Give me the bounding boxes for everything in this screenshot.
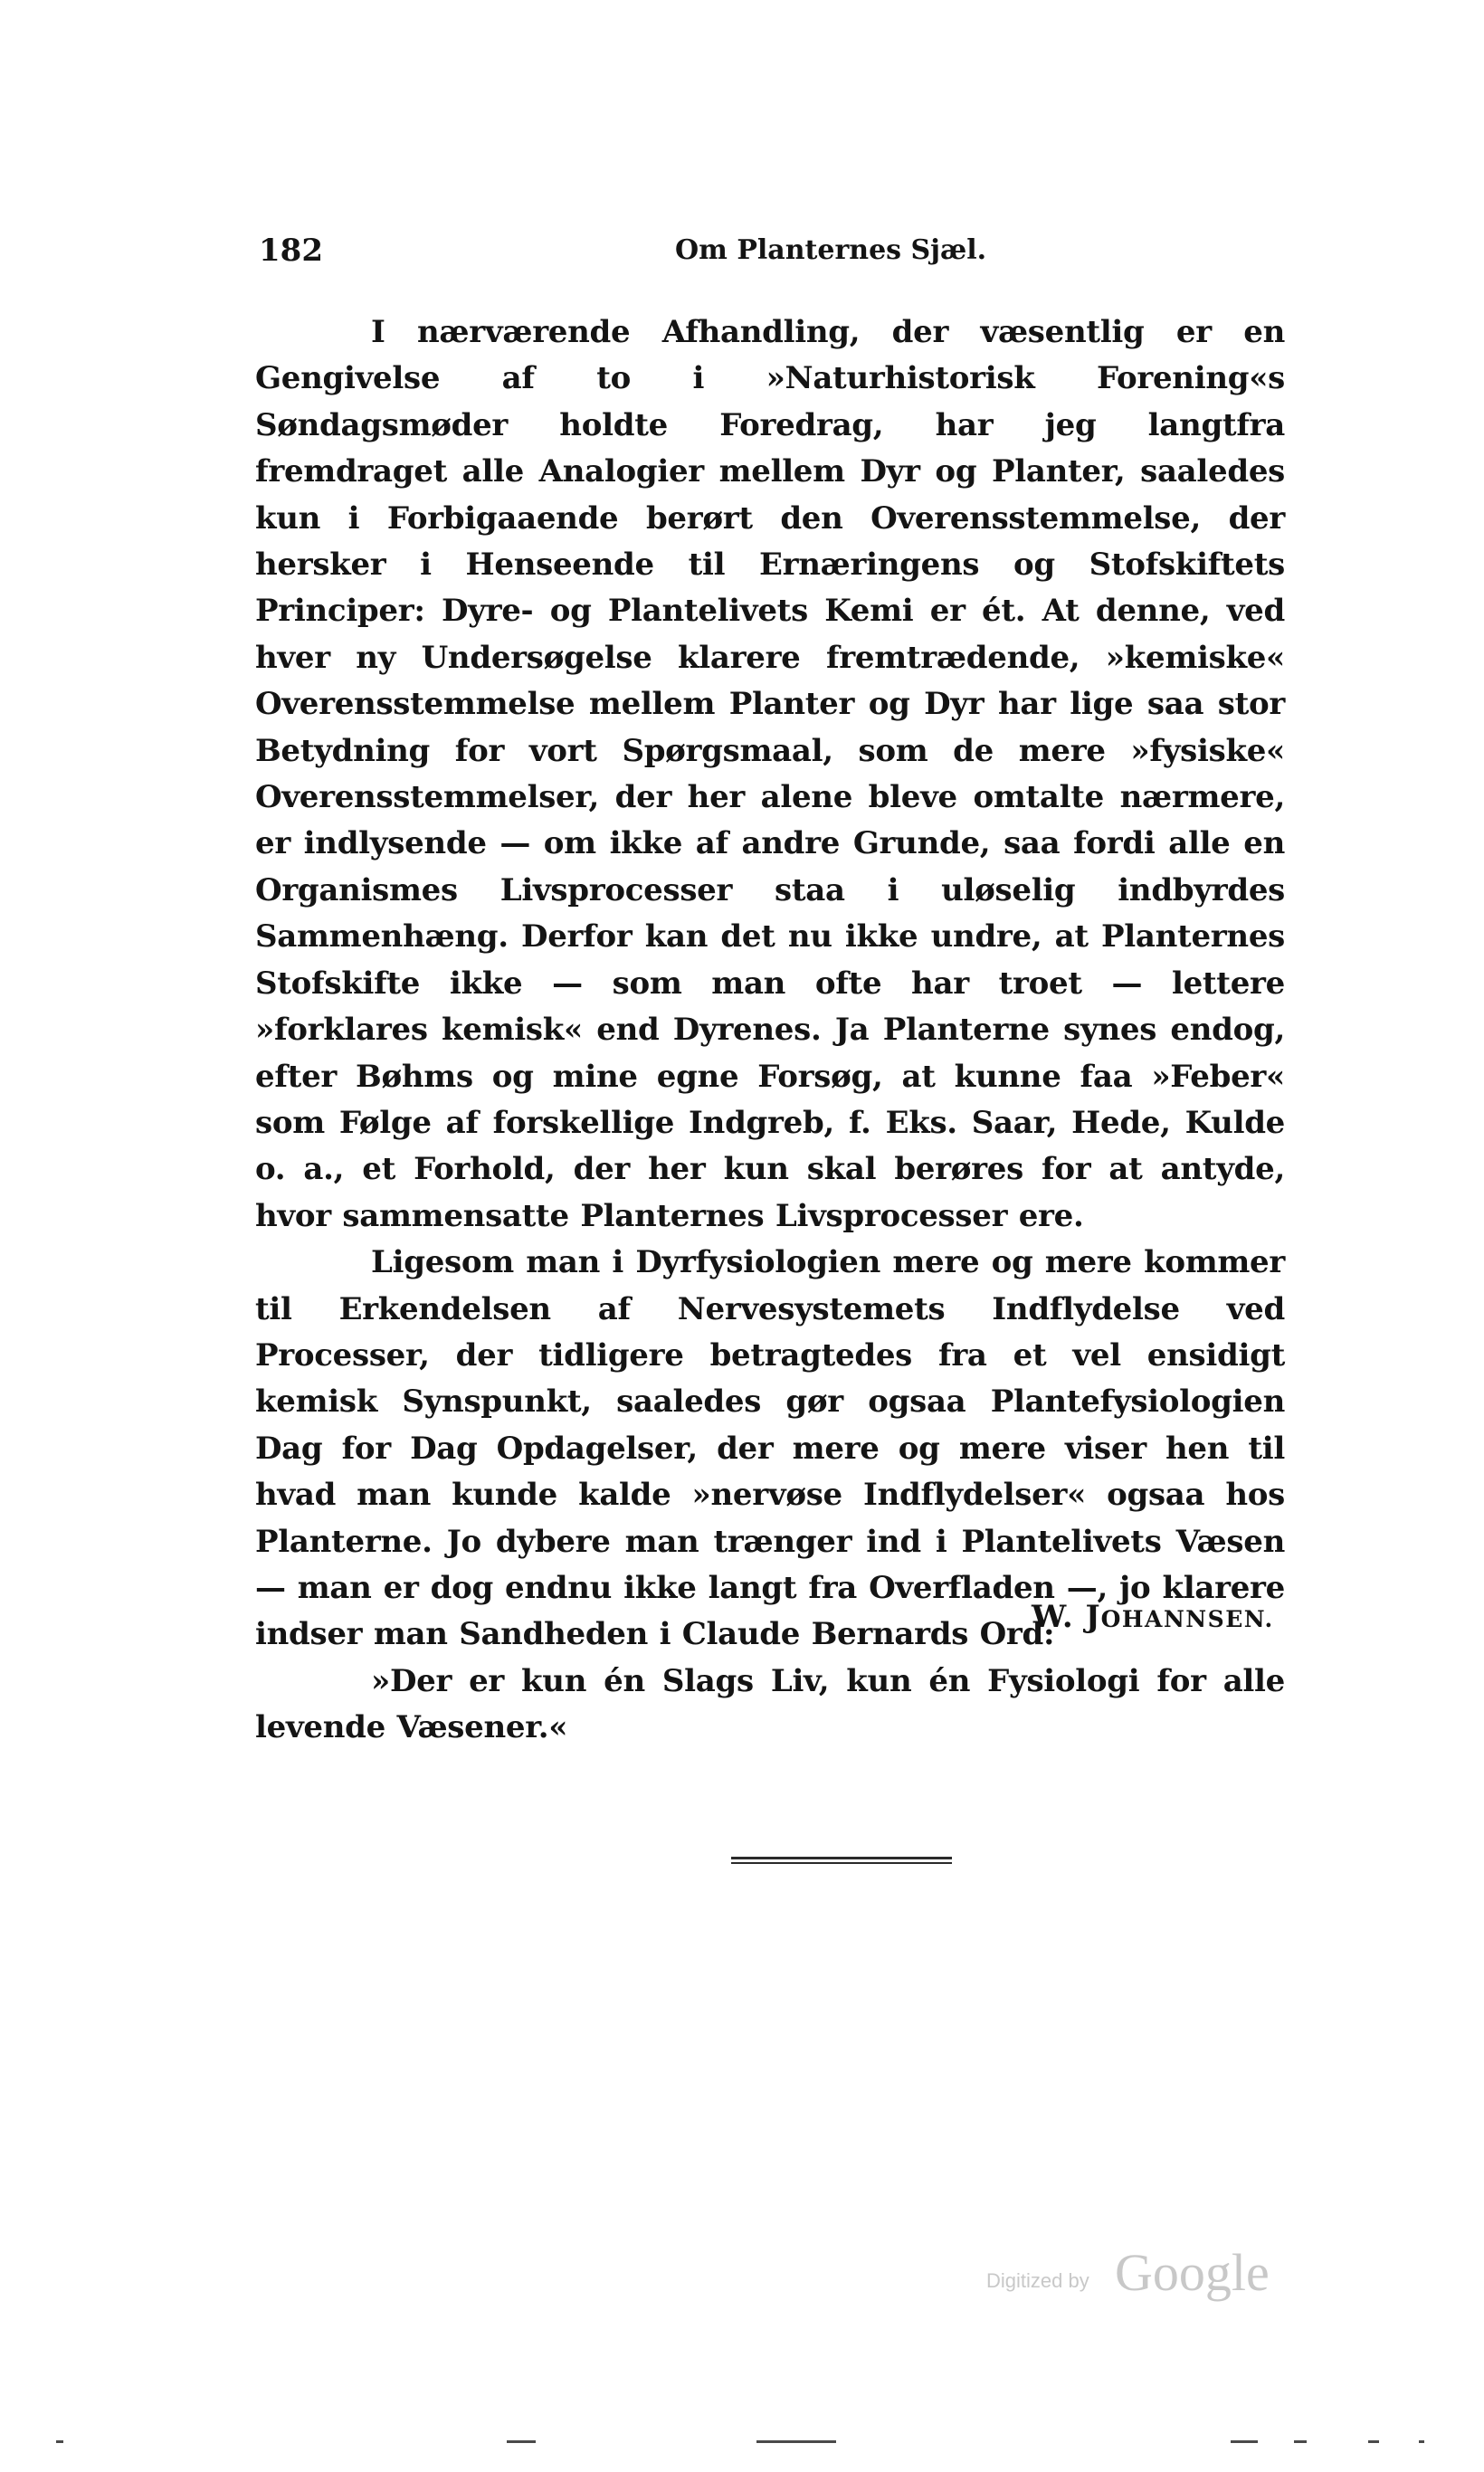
running-head [259, 228, 1281, 273]
scan-artifact-mark [507, 2440, 536, 2443]
running-title: Om Planternes Sjæl. [675, 234, 987, 266]
scan-artifact-mark [1368, 2440, 1379, 2443]
paragraph-analogies: I nærværende Afhandling, der væsentlig er en Gengivelse af to i »Naturhistorisk Forening«s Søndagsmøder holdte Foredrag, har jeg langtfra fremdraget alle Analogier mellem Dyr og Planter, saaledes kun i Forbigaaende berørt den Overensstemmelse, der hersker i Henseende til Ernæringens og Stofskiftets Principer: Dyre- og Plantelivets Kemi er ét. At denne, ved hver ny Undersøgelse klarere fremtrædende, »kemiske« Overensstemmelse mellem Planter og Dyr har lige saa stor Betydning for vort Spørgsmaal, som de mere »fysiske« Overensstemmelser, der her alene bleve omtalte nærmere, er indlysende — om ikke af andre Grunde, saa fordi alle en Organismes Livsprocesser staa i uløselig indbyrdes Sammenhæng. Derfor kan det nu ikke undre, at Planternes Stofskifte ikke — som man ofte har troet — lettere »forklares kemisk« end Dyrenes. Ja Planterne synes endog, efter Bøhms og mine egne Forsøg, at kunne faa »Feber« som Følge af forskellige Indgreb, f. Eks. Saar, Hede, Kulde o. a., et Forhold, der her kun skal berøres for at antyde, hvor sammensatte Planternes Livsprocesser ere. [255, 314, 1285, 1234]
paragraph-nervous-influences: Ligesom man i Dyrfysiologien mere og mere kommer til Erkendelsen af Nervesystemets Indflydelse ved Processer, der tidligere betragtedes fra et vel ensidigt kemisk Synspunkt, saaledes gør ogsaa Plantefysiologien Dag for Dag Opdagelser, der mere og mere viser hen til hvad man kunde kalde »nervøse Indflydelser« ogsaa hos Planterne. Jo dybere man trænger ind i Plantelivets Væsen — man er dog endnu ikke langt fra Overfladen —, jo klarere indser man Sandheden i Claude Bernards Ord: [255, 1244, 1285, 1653]
scan-artifact-mark [1231, 2440, 1258, 2443]
scan-artifact-mark [756, 2440, 836, 2443]
body-text [255, 309, 1285, 1752]
scan-artifact-mark [1419, 2440, 1424, 2443]
signature-surname: OHANNSEN. [1100, 1606, 1274, 1632]
rule-line-bottom [731, 1862, 952, 1864]
paragraph-bernard-quote: »Der er kun én Slags Liv, kun én Fysiologi for alle levende Væsener.« [255, 1662, 1285, 1746]
watermark-prefix: Digitized by [986, 2269, 1089, 2292]
signature-initial: W. J [1032, 1599, 1101, 1635]
watermark-brand-logo: Google [1115, 2243, 1270, 2302]
section-end-rule [731, 1857, 952, 1865]
rule-line-top [731, 1857, 952, 1859]
scan-artifact-mark [1294, 2440, 1307, 2443]
author-signature [1032, 1594, 1274, 1642]
page-number: 182 [259, 233, 323, 269]
scan-artifact-mark [56, 2440, 63, 2443]
